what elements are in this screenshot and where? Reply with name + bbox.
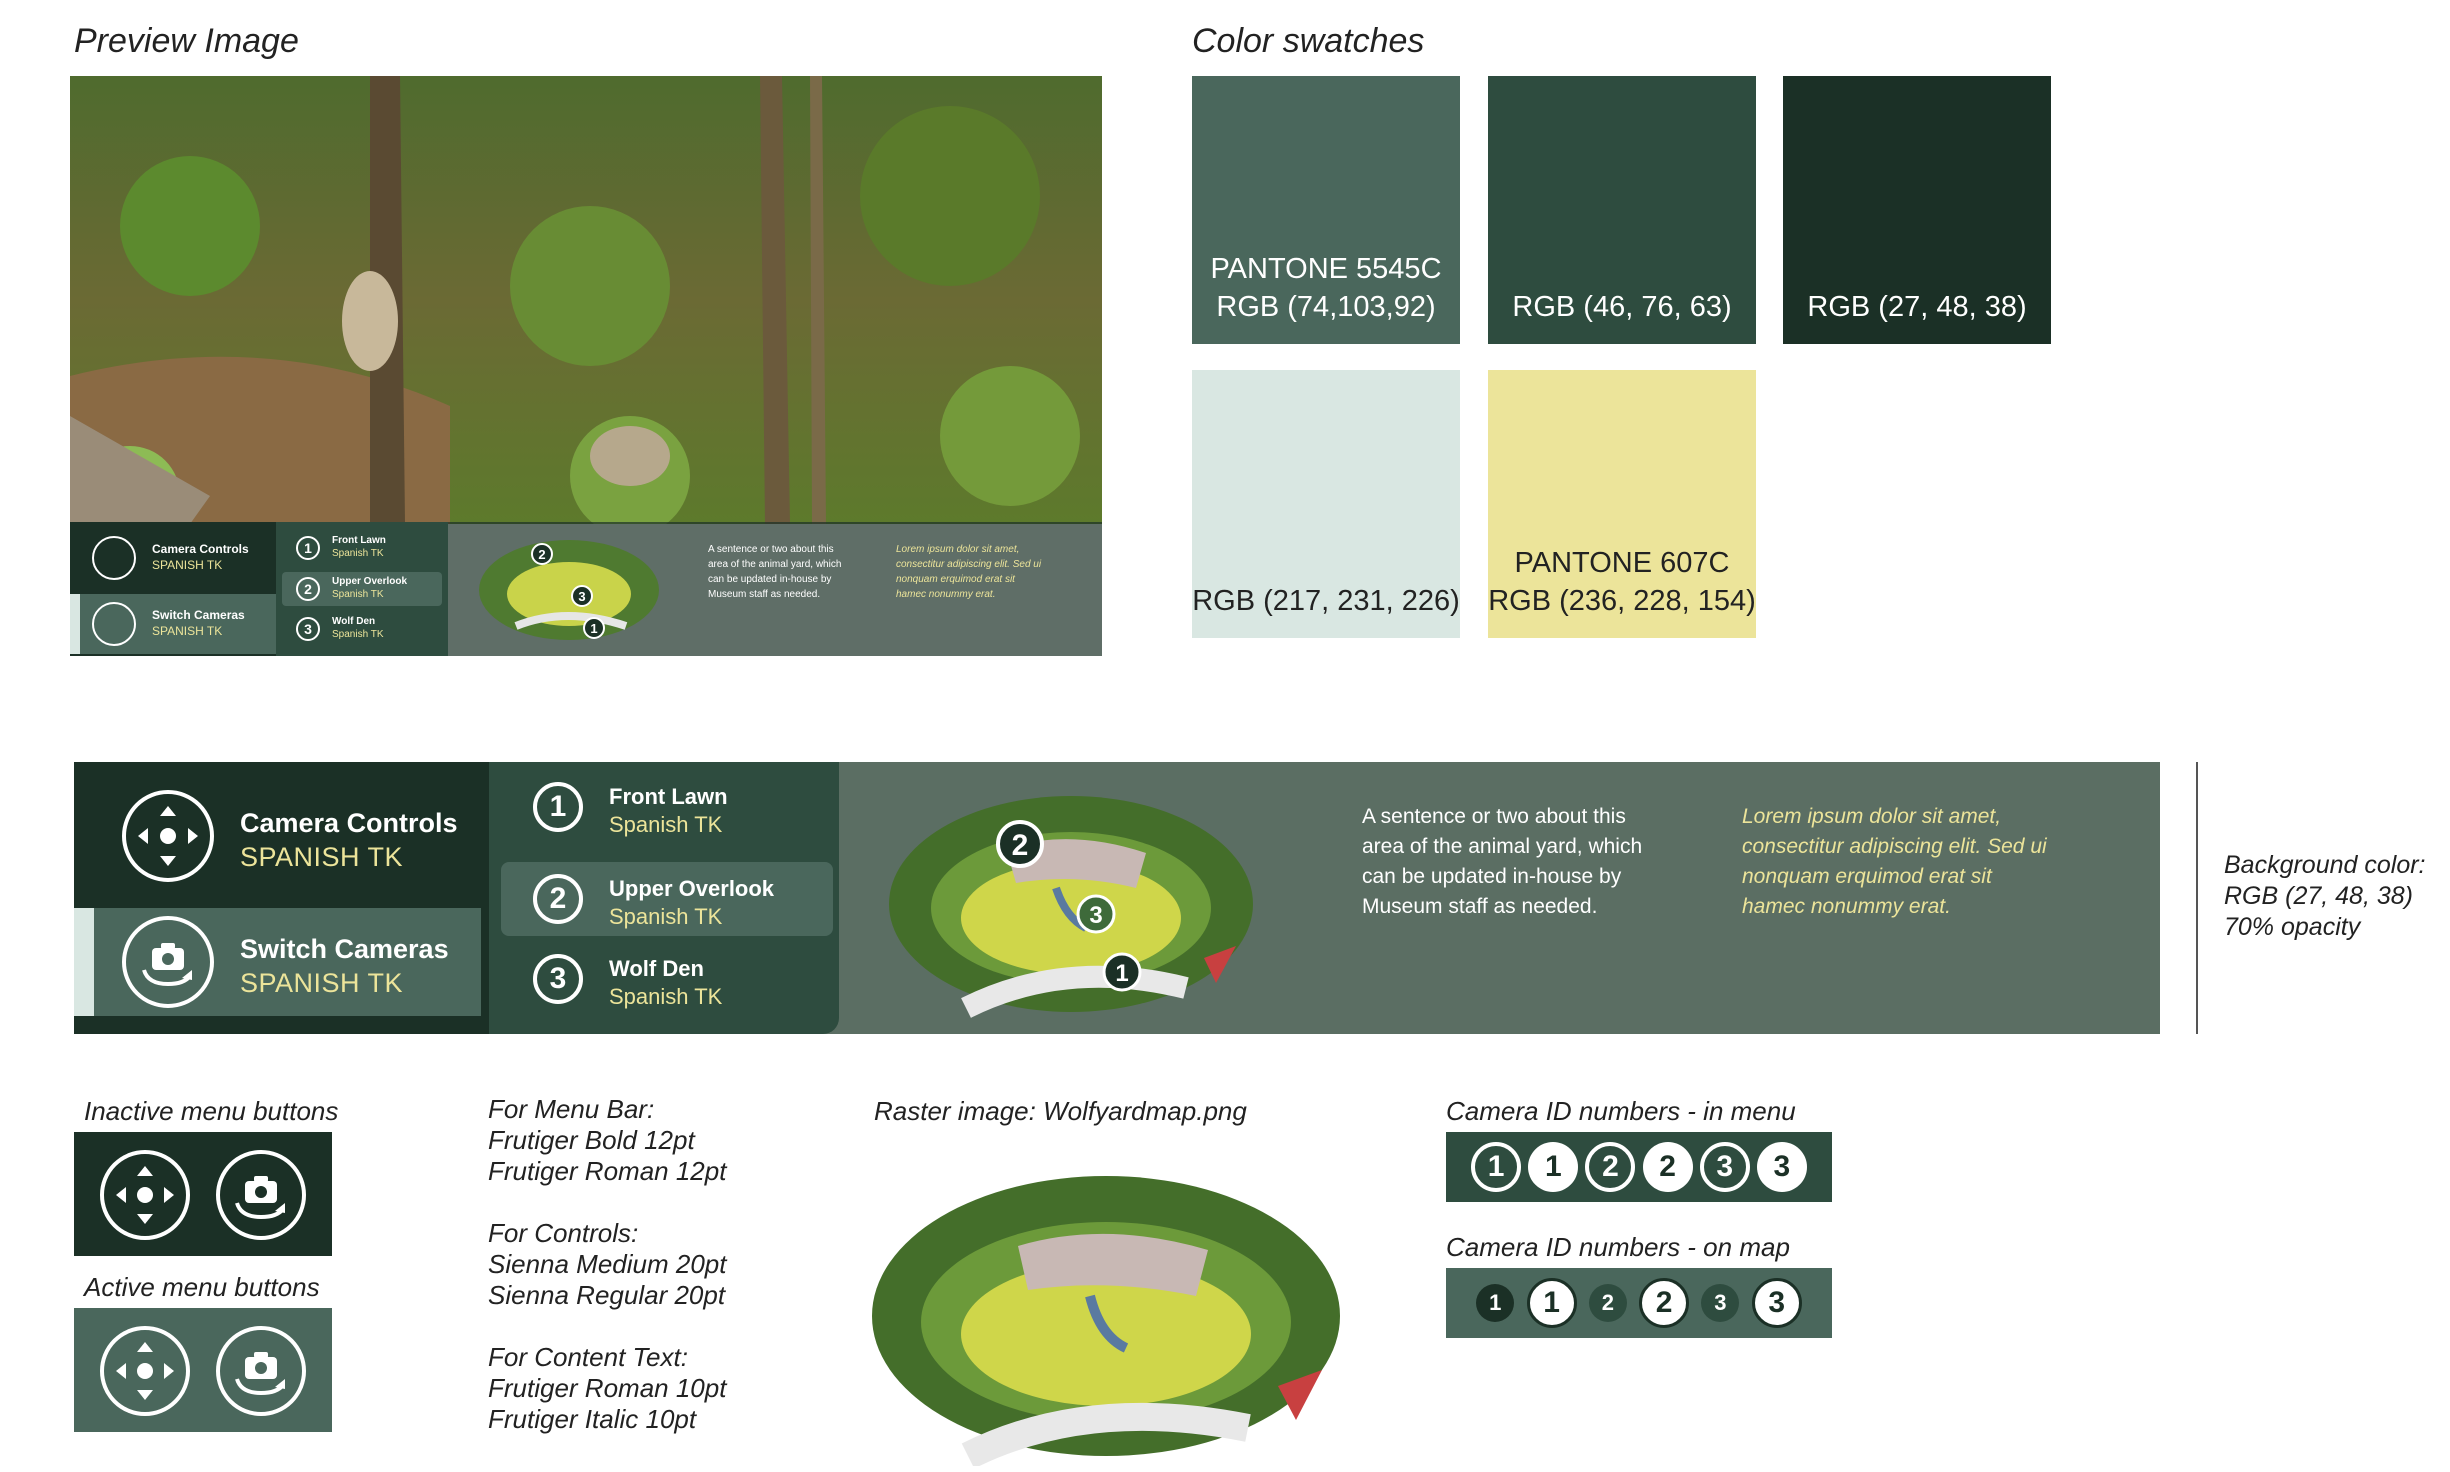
cam-id-menu-row (1446, 1132, 1832, 1202)
swatch-rgb-27-48-38: RGB (27, 48, 38) (1783, 76, 2051, 344)
switch-cameras-button[interactable] (74, 908, 481, 1016)
preview-title: Preview Image (74, 22, 299, 60)
mini-cam-sub-2: Spanish TK (332, 589, 384, 600)
menu-id-3-outline: 3 (1700, 1142, 1750, 1192)
menu-id-1-outline: 1 (1471, 1142, 1521, 1192)
mini-switch-cameras-sub: SPANISH TK (152, 624, 223, 638)
cam-map-label: Camera ID numbers - on map (1446, 1232, 1790, 1262)
switch-cameras-sub: SPANISH TK (240, 968, 404, 998)
mini-menu-bar (70, 522, 1102, 656)
raster-map-image (868, 1166, 1344, 1466)
active-indicator (74, 908, 94, 1016)
inactive-buttons (74, 1132, 332, 1256)
camera-item-upper-overlook[interactable] (501, 862, 833, 936)
mini-map-num-1: 1 (590, 621, 598, 636)
mini-cam-num-3: 3 (296, 617, 320, 641)
wolf-shape-2 (590, 426, 670, 486)
mini-yard-map (476, 536, 662, 644)
swatch-rgb-217-231-226: RGB (217, 231, 226) (1192, 370, 1460, 638)
yard-map (886, 778, 1256, 1018)
menu-id-3-filled: 3 (1757, 1142, 1807, 1192)
cam-id-map-row (1446, 1268, 1832, 1338)
cam-title-upper-overlook: Upper Overlook (609, 876, 775, 901)
font-notes: For Menu Bar: Frutiger Bold 12pt Frutiger Roman 12pt For Controls: Sienna Medium 20pt Sienna Regular 20pt For Content Text: Frutiger Roman 10pt Frutiger Italic 10pt (488, 1094, 727, 1434)
cam-sub-front-lawn: Spanish TK (609, 812, 723, 837)
map-id-2-large: 2 (1639, 1278, 1689, 1328)
mini-cam-num-2: 2 (296, 577, 320, 601)
camera-item-wolf-den[interactable] (501, 942, 833, 1016)
cam-sub-upper-overlook: Spanish TK (609, 904, 723, 929)
mini-map-num-3: 3 (578, 589, 586, 604)
map-id-3-large: 3 (1752, 1278, 1802, 1328)
preview-image (70, 76, 1102, 656)
mini-cam-num-1: 1 (296, 536, 320, 560)
cam-menu-label: Camera ID numbers - in menu (1446, 1096, 1796, 1126)
inactive-label: Inactive menu buttons (84, 1096, 339, 1126)
content-text: A sentence or two about this area of the animal yard, which can be updated in-house by Museum staff as needed. (1362, 805, 1643, 918)
menu-id-1-filled: 1 (1528, 1142, 1578, 1192)
background-note: Background color: RGB (27, 48, 38) 70% opacity (2224, 851, 2426, 941)
camera-controls-title: Camera Controls (240, 808, 458, 838)
cam-num-1: 1 (533, 782, 583, 832)
mini-camera-controls-title: Camera Controls (152, 542, 249, 556)
mini-map-num-2: 2 (538, 547, 546, 562)
map-num-3: 3 (1089, 902, 1103, 929)
camera-item-front-lawn[interactable] (501, 770, 833, 844)
mini-content-text: A sentence or two about this area of the animal yard, which can be updated in-house by Museum staff as needed. (708, 544, 842, 600)
mini-cam-title-2: Upper Overlook (332, 576, 408, 587)
raster-label: Raster image: Wolfyardmap.png (874, 1096, 1247, 1126)
map-id-2-small: 2 (1589, 1284, 1627, 1322)
menu-id-2-filled: 2 (1643, 1142, 1693, 1192)
inactive-move-arrows-icon[interactable] (100, 1150, 190, 1240)
map-id-1-small: 1 (1476, 1284, 1514, 1322)
content-italic-text: Lorem ipsum dolor sit amet, consectitur adipiscing elit. Sed ui nonquam erquimod erat sit hamec nonummy erat. (1742, 805, 2047, 918)
cam-title-wolf-den: Wolf Den (609, 956, 704, 981)
map-id-3-small: 3 (1701, 1284, 1739, 1322)
map-num-2: 2 (1011, 829, 1029, 862)
camera-controls-sub: SPANISH TK (240, 842, 404, 872)
switch-camera-icon (122, 916, 214, 1008)
active-buttons (74, 1308, 332, 1432)
camera-list (489, 762, 839, 1034)
menu-bar (74, 762, 2160, 1034)
cam-sub-wolf-den: Spanish TK (609, 984, 723, 1009)
swatches-title: Color swatches (1192, 22, 1425, 60)
swatch-rgb-46-76-63: RGB (46, 76, 63) (1488, 76, 1756, 344)
mini-camera-controls-sub: SPANISH TK (152, 558, 223, 572)
cam-title-front-lawn: Front Lawn (609, 784, 728, 809)
mini-switch-cameras-icon (92, 602, 136, 646)
map-num-1: 1 (1115, 960, 1129, 987)
menu-id-2-outline: 2 (1585, 1142, 1635, 1192)
mini-cam-sub-1: Spanish TK (332, 548, 384, 559)
mini-cam-sub-3: Spanish TK (332, 629, 384, 640)
swatch-pantone-607c: PANTONE 607C RGB (236, 228, 154) (1488, 370, 1756, 638)
mini-camera-controls-icon (92, 536, 136, 580)
active-label: Active menu buttons (84, 1272, 320, 1302)
move-arrows-icon (122, 790, 214, 882)
wolf-photo (70, 76, 1102, 524)
controls-panel (74, 762, 489, 1034)
divider (2196, 762, 2198, 1034)
active-move-arrows-icon[interactable] (100, 1326, 190, 1416)
cam-num-3: 3 (533, 954, 583, 1004)
mini-switch-cameras-title: Switch Cameras (152, 608, 245, 622)
camera-controls-button[interactable] (74, 778, 489, 886)
mini-content-italic: Lorem ipsum dolor sit amet, consectitur adipiscing elit. Sed ui nonquam erquimod erat sit hamec nonummy erat. (896, 544, 1042, 600)
mini-cam-title-1: Front Lawn (332, 535, 386, 546)
mini-cam-title-3: Wolf Den (332, 616, 376, 627)
cam-num-2: 2 (533, 874, 583, 924)
active-switch-camera-icon[interactable] (216, 1326, 306, 1416)
swatch-pantone-5545c: PANTONE 5545C RGB (74,103,92) (1192, 76, 1460, 344)
switch-cameras-title: Switch Cameras (240, 934, 449, 964)
wolf-shape (342, 271, 398, 371)
inactive-switch-camera-icon[interactable] (216, 1150, 306, 1240)
map-id-1-large: 1 (1527, 1278, 1577, 1328)
